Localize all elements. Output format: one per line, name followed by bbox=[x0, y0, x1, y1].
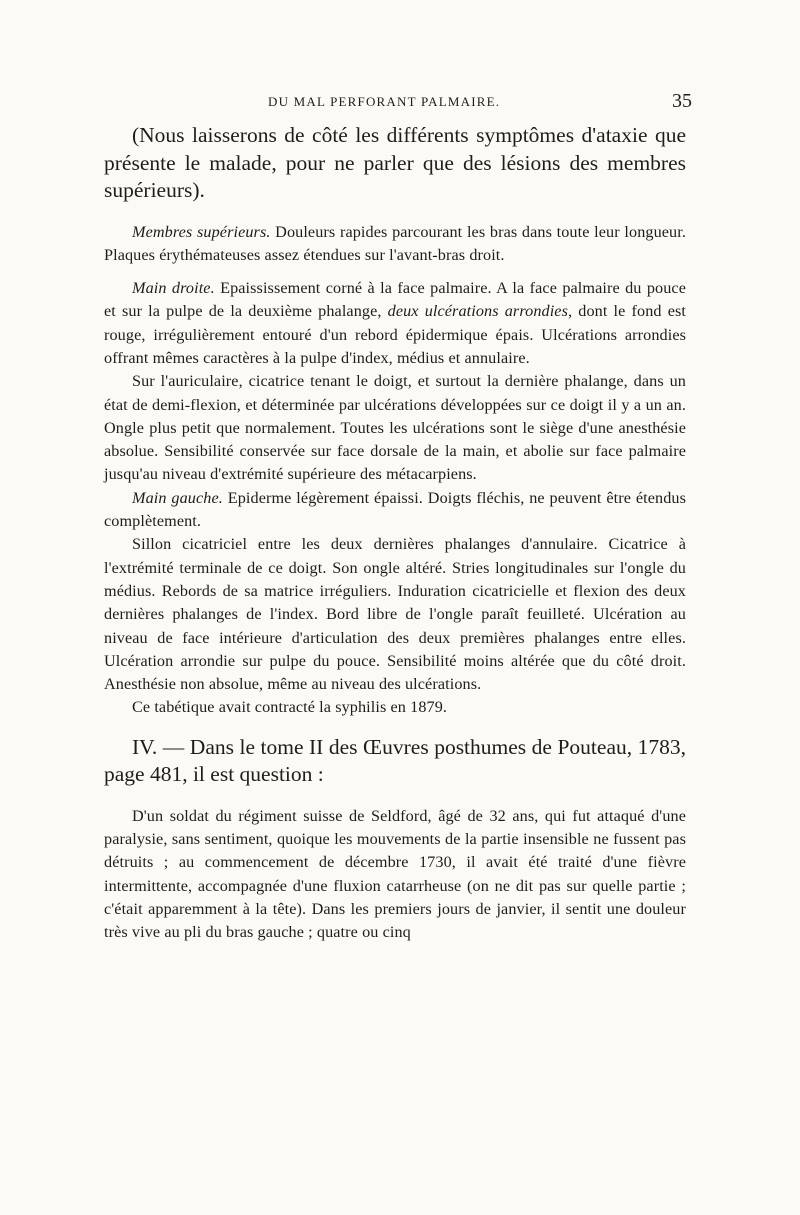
paragraph-text: , dont le fond est rouge, irrégulièrement entouré d'un rebord épidermique épais. Ulcérations arrondies offrant mêmes caractères à la pulpe d'index, médius et annulaire. bbox=[104, 302, 686, 367]
paragraph-main-droite bbox=[104, 277, 686, 370]
paragraph-text: Epaississement corné à la face palmaire. A la face palmaire du pouce et sur la pulpe de la deuxième phalange, bbox=[104, 279, 686, 321]
paragraph-main-gauche bbox=[104, 487, 686, 534]
book-page bbox=[104, 90, 692, 945]
run-in-heading: Main gauche. bbox=[132, 488, 223, 507]
paragraph-text: Epiderme légèrement épaissi. Doigts fléchis, ne peuvent être étendus complètement. bbox=[104, 488, 686, 531]
section-heading-iv: IV. — Dans le tome II des Œuvres posthumes de Pouteau, 1783, page 481, il est question : bbox=[104, 734, 686, 787]
running-head: DU MAL PERFORANT PALMAIRE. bbox=[268, 94, 501, 109]
paragraph-soldat: D'un soldat du régiment suisse de Seldford, âgé de 32 ans, qui fut attaqué d'une paralysie, sans sentiment, quoique les mouvements de la partie insensible ne fussent pas détruits ; au commencement de décembre 1730, il avait été traité d'une fièvre intermittente, accompagnée d'une fluxion catarrheuse (on ne dit pas sur quelle partie ; c'était apparemment à la tête). Dans les premiers jours de janvier, il sentit une douleur très vive au pli du bras gauche ; quatre ou cinq bbox=[104, 806, 686, 942]
page-number: 35 bbox=[672, 90, 692, 112]
paragraph-sillon: Sillon cicatriciel entre les deux dernières phalanges d'annulaire. Cicatrice à l'extrémité terminale de ce doigt. Son ongle altéré. Stries longitudinales sur l'ongle du médius. Rebords de sa matrice irréguliers. Induration cicatricielle et flexion des deux dernières phalanges de l'index. Bord libre de l'ongle paraît feuilleté. Ulcération au niveau de face intérieure d'articulation des deux premières phalanges entre elles. Ulcération arrondie sur pulpe du pouce. Sensibilité moins altérée que du côté droit. Anesthésie non absolue, même au niveau des ulcérations. bbox=[104, 535, 686, 694]
page-header bbox=[104, 90, 692, 122]
paragraph-auriculaire: Sur l'auriculaire, cicatrice tenant le doigt, et surtout la dernière phalange, dans un état de demi-flexion, et déterminée par ulcérations développées sur ce doigt il y a un an. Ongle plus petit que normalement. Toutes les ulcérations sont le siège d'une anesthésie absolue. Sensibilité conservée sur face dorsale de la main, et abolie sur face palmaire jusqu'au niveau d'extrémité supérieure des métacarpiens. bbox=[104, 372, 686, 484]
run-in-heading: Membres supérieurs. bbox=[132, 222, 271, 241]
run-in-heading: Main droite. bbox=[132, 279, 215, 298]
paragraph-membres-superieurs bbox=[104, 221, 686, 268]
italic-phrase: deux ulcérations arrondies bbox=[387, 302, 568, 321]
paragraph-syphilis: Ce tabétique avait contracté la syphilis en 1879. bbox=[132, 698, 448, 717]
intro-paragraph: (Nous laisserons de côté les différents symptômes d'ataxie que présente le malade, pour ne parler que des lésions des membres supérieurs). bbox=[104, 123, 686, 202]
paragraph-text: Douleurs rapides parcourant les bras dans toute leur longueur. Plaques érythémateuses assez étendues sur l'avant-bras droit. bbox=[104, 222, 686, 264]
